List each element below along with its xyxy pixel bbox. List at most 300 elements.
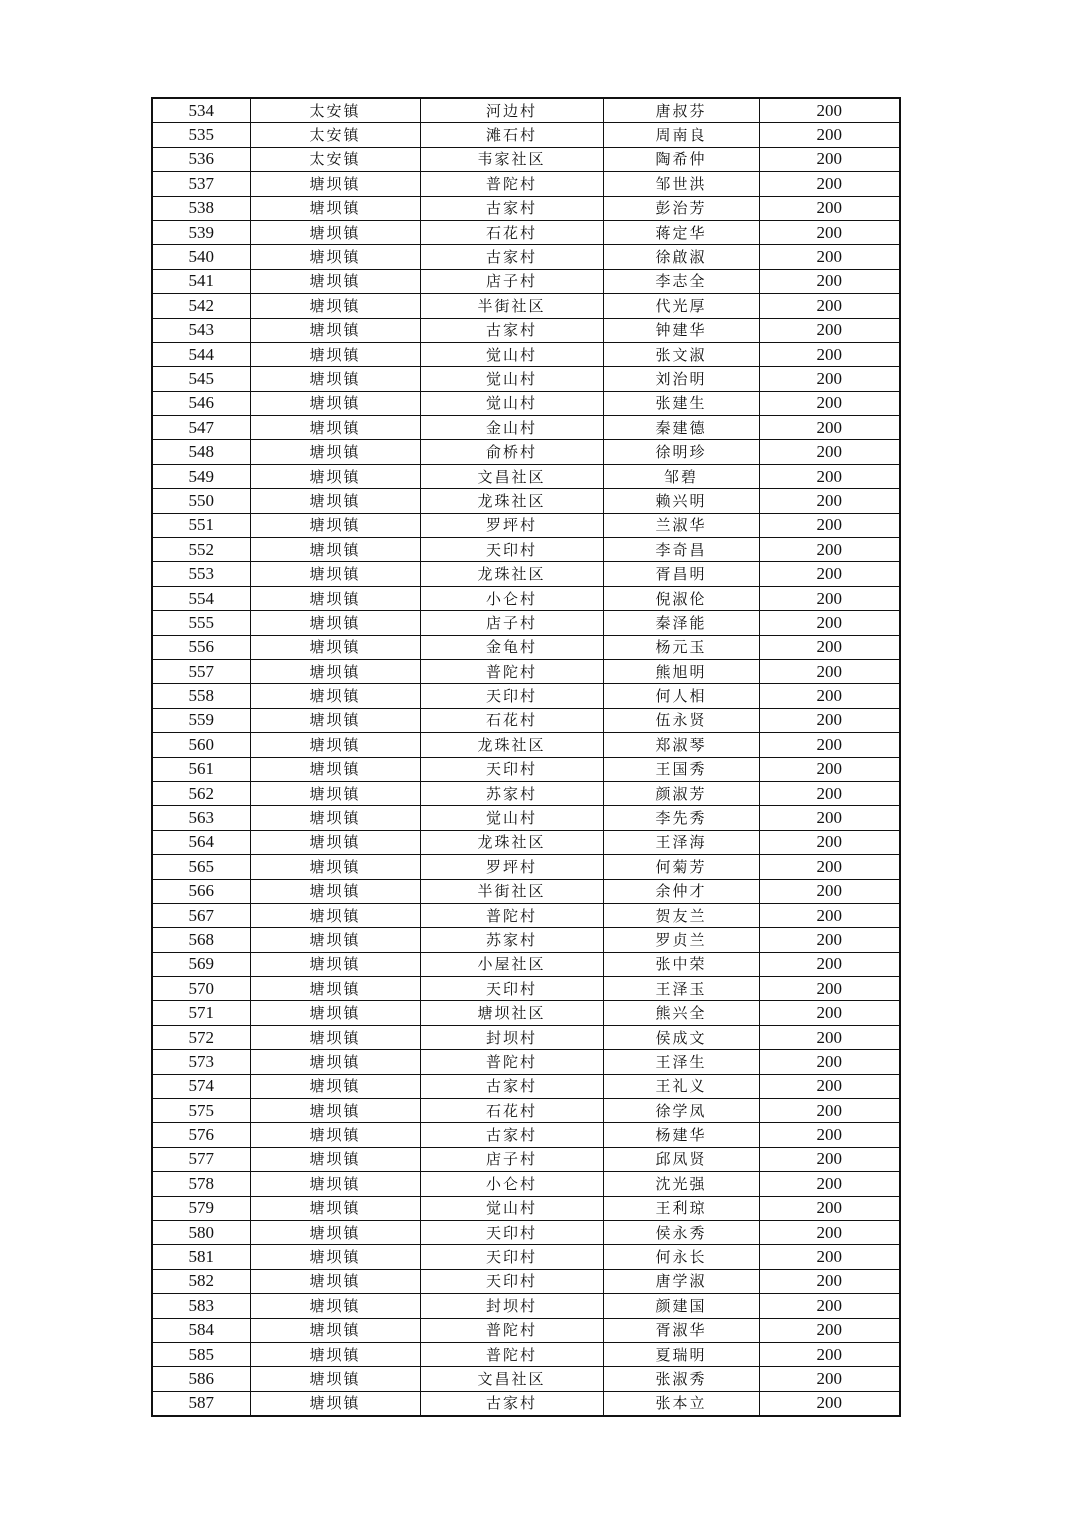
town-cell: 塘坝镇: [250, 903, 420, 927]
amount-cell: 200: [759, 1245, 900, 1269]
amount-cell: 200: [759, 903, 900, 927]
amount-cell: 200: [759, 489, 900, 513]
row-number-cell: 536: [152, 147, 250, 171]
person-name-cell: 王泽玉: [603, 977, 759, 1001]
row-number-cell: 572: [152, 1025, 250, 1049]
amount-cell: 200: [759, 1196, 900, 1220]
table-row: [152, 294, 900, 318]
table-row: [152, 952, 900, 976]
row-number-cell: 539: [152, 220, 250, 244]
village-cell: 小仑村: [420, 1172, 603, 1196]
town-cell: 塘坝镇: [250, 781, 420, 805]
table-row: [152, 1099, 900, 1123]
person-name-cell: 罗贞兰: [603, 928, 759, 952]
amount-cell: 200: [759, 538, 900, 562]
amount-cell: 200: [759, 391, 900, 415]
row-number-cell: 568: [152, 928, 250, 952]
village-cell: 小仑村: [420, 586, 603, 610]
village-cell: 天印村: [420, 977, 603, 1001]
row-number-cell: 575: [152, 1099, 250, 1123]
village-cell: 金龟村: [420, 635, 603, 659]
row-number-cell: 554: [152, 586, 250, 610]
village-cell: 小屋社区: [420, 952, 603, 976]
row-number-cell: 561: [152, 757, 250, 781]
village-cell: 天印村: [420, 757, 603, 781]
table-row: [152, 538, 900, 562]
town-cell: 塘坝镇: [250, 1220, 420, 1244]
village-cell: 金山村: [420, 416, 603, 440]
village-cell: 苏家村: [420, 928, 603, 952]
row-number-cell: 580: [152, 1220, 250, 1244]
village-cell: 古家村: [420, 245, 603, 269]
person-name-cell: 张本立: [603, 1391, 759, 1416]
village-cell: 封坝村: [420, 1025, 603, 1049]
table-row: [152, 830, 900, 854]
table-row: [152, 147, 900, 171]
town-cell: 塘坝镇: [250, 928, 420, 952]
village-cell: 天印村: [420, 1269, 603, 1293]
village-cell: 龙珠社区: [420, 562, 603, 586]
roster-table-body: [152, 98, 900, 1416]
table-row: [152, 757, 900, 781]
village-cell: 俞桥村: [420, 440, 603, 464]
row-number-cell: 574: [152, 1074, 250, 1098]
table-row: [152, 1025, 900, 1049]
table-row: [152, 635, 900, 659]
table-row: [152, 391, 900, 415]
town-cell: 塘坝镇: [250, 586, 420, 610]
village-cell: 觉山村: [420, 391, 603, 415]
person-name-cell: 伍永贤: [603, 708, 759, 732]
town-cell: 塘坝镇: [250, 830, 420, 854]
amount-cell: 200: [759, 635, 900, 659]
town-cell: 塘坝镇: [250, 1196, 420, 1220]
person-name-cell: 陶希仲: [603, 147, 759, 171]
row-number-cell: 557: [152, 659, 250, 683]
table-row: [152, 1391, 900, 1416]
village-cell: 罗坪村: [420, 513, 603, 537]
row-number-cell: 555: [152, 611, 250, 635]
town-cell: 塘坝镇: [250, 1318, 420, 1342]
table-row: [152, 1245, 900, 1269]
table-row: [152, 855, 900, 879]
amount-cell: 200: [759, 611, 900, 635]
village-cell: 觉山村: [420, 806, 603, 830]
town-cell: 塘坝镇: [250, 611, 420, 635]
row-number-cell: 581: [152, 1245, 250, 1269]
table-row: [152, 659, 900, 683]
table-row: [152, 903, 900, 927]
town-cell: 塘坝镇: [250, 269, 420, 293]
table-row: [152, 342, 900, 366]
village-cell: 觉山村: [420, 1196, 603, 1220]
town-cell: 塘坝镇: [250, 635, 420, 659]
town-cell: 塘坝镇: [250, 538, 420, 562]
person-name-cell: 代光厚: [603, 294, 759, 318]
village-cell: 普陀村: [420, 172, 603, 196]
person-name-cell: 李志全: [603, 269, 759, 293]
person-name-cell: 张中荣: [603, 952, 759, 976]
town-cell: 塘坝镇: [250, 1172, 420, 1196]
town-cell: 塘坝镇: [250, 855, 420, 879]
person-name-cell: 倪淑伦: [603, 586, 759, 610]
person-name-cell: 何永长: [603, 1245, 759, 1269]
person-name-cell: 邹世洪: [603, 172, 759, 196]
table-row: [152, 1294, 900, 1318]
subsidy-roster-table: [151, 97, 901, 1417]
table-row: [152, 245, 900, 269]
town-cell: 塘坝镇: [250, 1245, 420, 1269]
village-cell: 龙珠社区: [420, 830, 603, 854]
village-cell: 苏家村: [420, 781, 603, 805]
village-cell: 店子村: [420, 269, 603, 293]
town-cell: 塘坝镇: [250, 1342, 420, 1366]
person-name-cell: 邹碧: [603, 464, 759, 488]
row-number-cell: 547: [152, 416, 250, 440]
amount-cell: 200: [759, 416, 900, 440]
table-row: [152, 1074, 900, 1098]
table-row: [152, 367, 900, 391]
row-number-cell: 586: [152, 1367, 250, 1391]
person-name-cell: 熊兴全: [603, 1001, 759, 1025]
village-cell: 半街社区: [420, 879, 603, 903]
row-number-cell: 566: [152, 879, 250, 903]
person-name-cell: 张淑秀: [603, 1367, 759, 1391]
village-cell: 封坝村: [420, 1294, 603, 1318]
person-name-cell: 熊旭明: [603, 659, 759, 683]
row-number-cell: 538: [152, 196, 250, 220]
amount-cell: 200: [759, 440, 900, 464]
row-number-cell: 556: [152, 635, 250, 659]
table-row: [152, 781, 900, 805]
town-cell: 塘坝镇: [250, 757, 420, 781]
person-name-cell: 王礼义: [603, 1074, 759, 1098]
amount-cell: 200: [759, 172, 900, 196]
row-number-cell: 582: [152, 1269, 250, 1293]
town-cell: 塘坝镇: [250, 1050, 420, 1074]
person-name-cell: 王国秀: [603, 757, 759, 781]
person-name-cell: 周南良: [603, 123, 759, 147]
person-name-cell: 徐啟淑: [603, 245, 759, 269]
person-name-cell: 胥淑华: [603, 1318, 759, 1342]
table-row: [152, 586, 900, 610]
town-cell: 塘坝镇: [250, 1391, 420, 1416]
village-cell: 石花村: [420, 220, 603, 244]
amount-cell: 200: [759, 806, 900, 830]
amount-cell: 200: [759, 684, 900, 708]
town-cell: 塘坝镇: [250, 172, 420, 196]
person-name-cell: 刘治明: [603, 367, 759, 391]
table-row: [152, 220, 900, 244]
amount-cell: 200: [759, 147, 900, 171]
table-row: [152, 928, 900, 952]
amount-cell: 200: [759, 1269, 900, 1293]
person-name-cell: 唐学淑: [603, 1269, 759, 1293]
village-cell: 店子村: [420, 1147, 603, 1171]
village-cell: 古家村: [420, 1391, 603, 1416]
village-cell: 古家村: [420, 1074, 603, 1098]
town-cell: 塘坝镇: [250, 196, 420, 220]
table-row: [152, 1196, 900, 1220]
town-cell: 塘坝镇: [250, 318, 420, 342]
row-number-cell: 543: [152, 318, 250, 342]
amount-cell: 200: [759, 562, 900, 586]
person-name-cell: 杨建华: [603, 1123, 759, 1147]
row-number-cell: 537: [152, 172, 250, 196]
town-cell: 塘坝镇: [250, 1147, 420, 1171]
town-cell: 塘坝镇: [250, 489, 420, 513]
amount-cell: 200: [759, 952, 900, 976]
table-row: [152, 562, 900, 586]
table-row: [152, 806, 900, 830]
person-name-cell: 何人相: [603, 684, 759, 708]
person-name-cell: 颜淑芳: [603, 781, 759, 805]
person-name-cell: 颜建国: [603, 1294, 759, 1318]
person-name-cell: 胥昌明: [603, 562, 759, 586]
row-number-cell: 551: [152, 513, 250, 537]
row-number-cell: 546: [152, 391, 250, 415]
town-cell: 塘坝镇: [250, 245, 420, 269]
town-cell: 塘坝镇: [250, 342, 420, 366]
row-number-cell: 549: [152, 464, 250, 488]
table-row: [152, 1172, 900, 1196]
village-cell: 普陀村: [420, 659, 603, 683]
amount-cell: 200: [759, 318, 900, 342]
table-row: [152, 464, 900, 488]
amount-cell: 200: [759, 1391, 900, 1416]
village-cell: 半街社区: [420, 294, 603, 318]
person-name-cell: 余仲才: [603, 879, 759, 903]
row-number-cell: 563: [152, 806, 250, 830]
row-number-cell: 573: [152, 1050, 250, 1074]
row-number-cell: 584: [152, 1318, 250, 1342]
amount-cell: 200: [759, 1147, 900, 1171]
amount-cell: 200: [759, 1025, 900, 1049]
town-cell: 塘坝镇: [250, 513, 420, 537]
table-row: [152, 1318, 900, 1342]
person-name-cell: 秦建德: [603, 416, 759, 440]
person-name-cell: 王泽海: [603, 830, 759, 854]
village-cell: 天印村: [420, 1220, 603, 1244]
table-row: [152, 1001, 900, 1025]
village-cell: 石花村: [420, 1099, 603, 1123]
person-name-cell: 徐明珍: [603, 440, 759, 464]
village-cell: 古家村: [420, 318, 603, 342]
table-row: [152, 1220, 900, 1244]
amount-cell: 200: [759, 1318, 900, 1342]
amount-cell: 200: [759, 1342, 900, 1366]
town-cell: 塘坝镇: [250, 1074, 420, 1098]
town-cell: 塘坝镇: [250, 416, 420, 440]
person-name-cell: 王泽生: [603, 1050, 759, 1074]
village-cell: 天印村: [420, 1245, 603, 1269]
town-cell: 塘坝镇: [250, 1001, 420, 1025]
row-number-cell: 565: [152, 855, 250, 879]
town-cell: 塘坝镇: [250, 733, 420, 757]
village-cell: 河边村: [420, 98, 603, 123]
row-number-cell: 559: [152, 708, 250, 732]
row-number-cell: 535: [152, 123, 250, 147]
row-number-cell: 552: [152, 538, 250, 562]
town-cell: 太安镇: [250, 98, 420, 123]
table-row: [152, 879, 900, 903]
table-row: [152, 1342, 900, 1366]
village-cell: 古家村: [420, 196, 603, 220]
row-number-cell: 558: [152, 684, 250, 708]
person-name-cell: 唐叔芬: [603, 98, 759, 123]
town-cell: 塘坝镇: [250, 220, 420, 244]
amount-cell: 200: [759, 928, 900, 952]
amount-cell: 200: [759, 708, 900, 732]
amount-cell: 200: [759, 1294, 900, 1318]
amount-cell: 200: [759, 1074, 900, 1098]
row-number-cell: 541: [152, 269, 250, 293]
table-row: [152, 196, 900, 220]
row-number-cell: 550: [152, 489, 250, 513]
amount-cell: 200: [759, 830, 900, 854]
town-cell: 塘坝镇: [250, 391, 420, 415]
row-number-cell: 542: [152, 294, 250, 318]
village-cell: 石花村: [420, 708, 603, 732]
row-number-cell: 534: [152, 98, 250, 123]
row-number-cell: 587: [152, 1391, 250, 1416]
table-row: [152, 733, 900, 757]
amount-cell: 200: [759, 1220, 900, 1244]
person-name-cell: 张建生: [603, 391, 759, 415]
row-number-cell: 570: [152, 977, 250, 1001]
table-row: [152, 123, 900, 147]
village-cell: 普陀村: [420, 903, 603, 927]
table-row: [152, 172, 900, 196]
table-row: [152, 684, 900, 708]
amount-cell: 200: [759, 294, 900, 318]
person-name-cell: 郑淑琴: [603, 733, 759, 757]
person-name-cell: 徐学凤: [603, 1099, 759, 1123]
row-number-cell: 569: [152, 952, 250, 976]
village-cell: 觉山村: [420, 342, 603, 366]
person-name-cell: 侯永秀: [603, 1220, 759, 1244]
table-row: [152, 977, 900, 1001]
row-number-cell: 562: [152, 781, 250, 805]
row-number-cell: 578: [152, 1172, 250, 1196]
amount-cell: 200: [759, 1123, 900, 1147]
town-cell: 塘坝镇: [250, 562, 420, 586]
person-name-cell: 何菊芳: [603, 855, 759, 879]
village-cell: 天印村: [420, 538, 603, 562]
village-cell: 觉山村: [420, 367, 603, 391]
amount-cell: 200: [759, 1099, 900, 1123]
table-row: [152, 318, 900, 342]
amount-cell: 200: [759, 1001, 900, 1025]
village-cell: 文昌社区: [420, 464, 603, 488]
amount-cell: 200: [759, 855, 900, 879]
amount-cell: 200: [759, 245, 900, 269]
town-cell: 塘坝镇: [250, 294, 420, 318]
amount-cell: 200: [759, 269, 900, 293]
row-number-cell: 564: [152, 830, 250, 854]
amount-cell: 200: [759, 98, 900, 123]
person-name-cell: 贺友兰: [603, 903, 759, 927]
town-cell: 塘坝镇: [250, 440, 420, 464]
village-cell: 普陀村: [420, 1318, 603, 1342]
person-name-cell: 夏瑞明: [603, 1342, 759, 1366]
table-row: [152, 269, 900, 293]
town-cell: 塘坝镇: [250, 708, 420, 732]
village-cell: 罗坪村: [420, 855, 603, 879]
row-number-cell: 585: [152, 1342, 250, 1366]
village-cell: 龙珠社区: [420, 733, 603, 757]
village-cell: 天印村: [420, 684, 603, 708]
person-name-cell: 侯成文: [603, 1025, 759, 1049]
person-name-cell: 赖兴明: [603, 489, 759, 513]
person-name-cell: 蒋定华: [603, 220, 759, 244]
village-cell: 古家村: [420, 1123, 603, 1147]
village-cell: 滩石村: [420, 123, 603, 147]
row-number-cell: 560: [152, 733, 250, 757]
amount-cell: 200: [759, 977, 900, 1001]
person-name-cell: 李奇昌: [603, 538, 759, 562]
town-cell: 塘坝镇: [250, 1099, 420, 1123]
row-number-cell: 579: [152, 1196, 250, 1220]
table-row: [152, 1269, 900, 1293]
amount-cell: 200: [759, 1367, 900, 1391]
row-number-cell: 553: [152, 562, 250, 586]
amount-cell: 200: [759, 1050, 900, 1074]
village-cell: 塘坝社区: [420, 1001, 603, 1025]
town-cell: 塘坝镇: [250, 464, 420, 488]
person-name-cell: 李先秀: [603, 806, 759, 830]
person-name-cell: 钟建华: [603, 318, 759, 342]
town-cell: 塘坝镇: [250, 1269, 420, 1293]
amount-cell: 200: [759, 757, 900, 781]
amount-cell: 200: [759, 733, 900, 757]
table-row: [152, 708, 900, 732]
village-cell: 普陀村: [420, 1342, 603, 1366]
person-name-cell: 兰淑华: [603, 513, 759, 537]
person-name-cell: 沈光强: [603, 1172, 759, 1196]
amount-cell: 200: [759, 367, 900, 391]
town-cell: 塘坝镇: [250, 1367, 420, 1391]
table-row: [152, 440, 900, 464]
row-number-cell: 545: [152, 367, 250, 391]
town-cell: 塘坝镇: [250, 1294, 420, 1318]
row-number-cell: 583: [152, 1294, 250, 1318]
amount-cell: 200: [759, 659, 900, 683]
table-row: [152, 1367, 900, 1391]
amount-cell: 200: [759, 586, 900, 610]
town-cell: 塘坝镇: [250, 684, 420, 708]
row-number-cell: 567: [152, 903, 250, 927]
town-cell: 塘坝镇: [250, 1025, 420, 1049]
table-row: [152, 1050, 900, 1074]
amount-cell: 200: [759, 220, 900, 244]
table-row: [152, 98, 900, 123]
amount-cell: 200: [759, 342, 900, 366]
person-name-cell: 邱凤贤: [603, 1147, 759, 1171]
town-cell: 塘坝镇: [250, 806, 420, 830]
village-cell: 龙珠社区: [420, 489, 603, 513]
amount-cell: 200: [759, 513, 900, 537]
row-number-cell: 571: [152, 1001, 250, 1025]
amount-cell: 200: [759, 1172, 900, 1196]
village-cell: 普陀村: [420, 1050, 603, 1074]
amount-cell: 200: [759, 464, 900, 488]
town-cell: 塘坝镇: [250, 367, 420, 391]
row-number-cell: 544: [152, 342, 250, 366]
row-number-cell: 577: [152, 1147, 250, 1171]
village-cell: 文昌社区: [420, 1367, 603, 1391]
town-cell: 塘坝镇: [250, 977, 420, 1001]
